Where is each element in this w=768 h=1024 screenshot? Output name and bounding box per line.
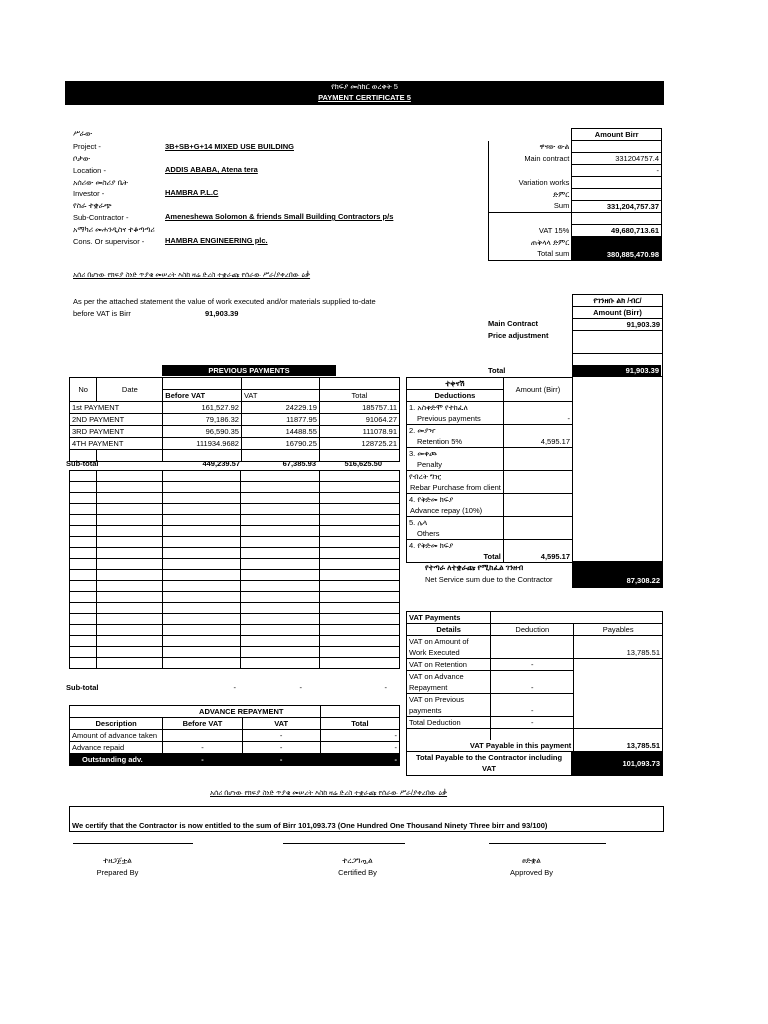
total-payable-label <box>406 751 572 776</box>
blank-cell <box>241 647 319 658</box>
vat-detail: Total Deduction <box>407 717 491 729</box>
investor-label: Investor - <box>73 189 105 198</box>
col-vat: VAT <box>241 390 319 402</box>
deduction-value: - <box>503 413 572 425</box>
payment-name: 3RD PAYMENT <box>70 426 163 438</box>
signature-line-approved <box>489 843 606 844</box>
deduction-en: Others <box>407 528 504 540</box>
certified-am: ተረጋግጧል <box>342 856 373 865</box>
header-title-am: የክፍያ መስክር ወረቀት 5 <box>331 82 398 91</box>
prepared-am: ተዘጋጀቷል <box>103 856 132 865</box>
deduction-am: የብረት ግዢ <box>407 471 504 483</box>
blank-cell <box>319 647 399 658</box>
vat-deduction: - <box>491 717 574 729</box>
blank-row <box>70 559 400 570</box>
payment-before: 96,590.35 <box>163 426 242 438</box>
total-payable-value: 101,093.73 <box>622 759 660 768</box>
consultant-am: አማካሪ መሐንዲስና ተቆጣጣሪ <box>73 225 155 234</box>
blank-cell <box>241 581 319 592</box>
blank-cell <box>97 548 163 559</box>
deduction-am: 1. አስቀድሞ የተከፈለ <box>407 402 504 414</box>
advance-desc: Outstanding adv. <box>70 754 163 766</box>
blank-cell <box>70 504 97 515</box>
advance-before: - <box>163 742 242 754</box>
vat-detail: VAT on Amount of <box>407 636 491 648</box>
statement-en: As per the attached statement the value of work executed and/or materials supplied to-date <box>73 297 376 306</box>
blank-cell <box>97 592 163 603</box>
blank-cell <box>162 647 240 658</box>
vat-detail: Repayment <box>407 682 491 694</box>
blank-row <box>70 493 400 504</box>
amount-total-label: Total <box>488 366 506 375</box>
col-before-vat: Before VAT <box>163 390 242 402</box>
advance-before <box>163 730 242 742</box>
blank-row <box>70 581 400 592</box>
blank-cell <box>70 658 97 669</box>
blank-cell <box>241 471 319 482</box>
blank-cell <box>241 570 319 581</box>
blank-cell <box>241 625 319 636</box>
deductions-right-panel <box>572 377 663 562</box>
header-title-en: PAYMENT CERTIFICATE 5 <box>318 93 411 102</box>
advance-desc: Amount of advance taken <box>70 730 163 742</box>
blank-row <box>70 647 400 658</box>
vat-title: VAT Payments <box>407 612 491 624</box>
vat-detail: VAT on Previous <box>407 694 491 706</box>
blank-cell <box>97 471 163 482</box>
blank-cell <box>241 658 319 669</box>
payment-total: 91064.27 <box>319 414 399 426</box>
advance-total: - <box>320 754 399 766</box>
blank-cell <box>319 537 399 548</box>
blank-cell <box>162 493 240 504</box>
blank-cell <box>70 537 97 548</box>
blank-cell <box>162 526 240 537</box>
blank-cell <box>162 548 240 559</box>
blank-cell <box>319 570 399 581</box>
approved-am: ፀድቋል <box>522 856 541 865</box>
advance-vat: - <box>242 754 320 766</box>
deductions-table <box>406 377 573 563</box>
blank-cell <box>97 614 163 625</box>
payment-before: 161,527.92 <box>163 402 242 414</box>
vat-col-payables: Payables <box>574 624 663 636</box>
advance-desc: Advance repaid <box>70 742 163 754</box>
contract-summary-table <box>488 128 662 261</box>
blank-cell <box>319 614 399 625</box>
blank-row <box>70 636 400 647</box>
consultant-label: Cons. Or supervisor - <box>73 237 145 246</box>
vat-detail: payments <box>407 705 491 717</box>
advance-col-before: Before VAT <box>163 718 242 730</box>
blank-cell <box>70 592 97 603</box>
table-row <box>70 742 400 754</box>
blank-cell <box>241 515 319 526</box>
blank-cell <box>319 592 399 603</box>
summary-value-4: 49,680,713.61 <box>572 225 662 237</box>
advance-title: ADVANCE REPAYMENT <box>163 706 320 718</box>
blank-cell <box>319 581 399 592</box>
deduction-en: Rebar Purchase from client <box>407 482 504 494</box>
blank-cell <box>70 515 97 526</box>
signature-line-certified <box>283 843 405 844</box>
blank-cell <box>319 636 399 647</box>
deduction-am: 4. የቅድመ ክፍያ <box>407 540 504 552</box>
deduction-en: Penalty <box>407 459 504 471</box>
vat-deduction <box>491 647 574 659</box>
subtotal2-total: - <box>384 683 387 692</box>
blank-cell <box>97 570 163 581</box>
blank-cell <box>241 526 319 537</box>
blank-cell <box>319 482 399 493</box>
subtotal-total: 516,625.50 <box>344 459 382 468</box>
blank-cell <box>319 625 399 636</box>
blank-row <box>70 548 400 559</box>
advance-vat: - <box>242 742 320 754</box>
blank-cell <box>97 482 163 493</box>
blank-cell <box>241 614 319 625</box>
deductions-title-en: Deductions <box>407 390 504 402</box>
signature-line-prepared <box>73 843 193 844</box>
net-value-box <box>572 562 663 588</box>
blank-cell <box>97 526 163 537</box>
blank-cell <box>162 614 240 625</box>
subtotal2-label: Sub-total <box>66 683 99 692</box>
investor-am: አሰሪው መስሪያ ቤት <box>73 178 128 187</box>
vat-payments-table <box>406 611 663 752</box>
blank-cell <box>70 647 97 658</box>
subtotal-before: 449,239.57 <box>202 459 240 468</box>
net-value: 87,308.22 <box>626 576 660 585</box>
table-row <box>70 402 400 414</box>
summary-label-0: Main contract <box>489 153 572 165</box>
blank-cell <box>162 625 240 636</box>
blank-cell <box>70 482 97 493</box>
blank-cell <box>97 625 163 636</box>
deduction-am: 4. የቅድመ ክፍያ <box>407 494 504 506</box>
amount-main-contract: 91,903.39 <box>573 319 663 331</box>
blank-cell <box>162 636 240 647</box>
blank-cell <box>162 592 240 603</box>
blank-cell <box>97 504 163 515</box>
blank-cell <box>97 515 163 526</box>
blank-cell <box>70 625 97 636</box>
blank-cell <box>241 559 319 570</box>
approved-label: Approved By <box>510 868 553 877</box>
blank-cell <box>162 559 240 570</box>
payment-total: 185757.11 <box>319 402 399 414</box>
blank-cell <box>319 658 399 669</box>
statement-value: 91,903.39 <box>205 309 239 318</box>
table-row <box>70 426 400 438</box>
blank-cell <box>162 537 240 548</box>
vat-payable-label: VAT Payable in this payment <box>407 740 574 752</box>
deduction-en: Previous payments <box>407 413 504 425</box>
total-payable-label-2: VAT <box>482 764 496 773</box>
blank-cell <box>70 581 97 592</box>
blank-cell <box>97 636 163 647</box>
payment-before: 111934.9682 <box>163 438 242 450</box>
investor-value: HAMBRA P.L.C <box>165 188 219 197</box>
blank-cell <box>162 482 240 493</box>
blank-cell <box>241 603 319 614</box>
net-en: Net Service sum due to the Contractor <box>425 575 553 584</box>
blank-cell <box>70 493 97 504</box>
deduction-am: 5. ሌላ <box>407 517 504 529</box>
certified-label: Certified By <box>338 868 377 877</box>
advance-before: - <box>163 754 242 766</box>
blank-cell <box>70 548 97 559</box>
summary-am-5: ጠቅላላ ድምር <box>489 237 572 249</box>
blank-cell <box>97 559 163 570</box>
table-row <box>70 730 400 742</box>
payment-name: 4TH PAYMENT <box>70 438 163 450</box>
summary-am-0: ዋናው ውል <box>489 141 572 153</box>
blank-cell <box>241 548 319 559</box>
table-row <box>70 754 400 766</box>
payment-vat: 14488.55 <box>241 426 319 438</box>
blank-row <box>70 658 400 669</box>
deductions-total-value: 4,595.17 <box>503 551 572 563</box>
advance-total: - <box>320 742 399 754</box>
amount-header-am: የገንዘቡ ልክ /ብር/ <box>573 295 663 307</box>
blank-cell <box>241 636 319 647</box>
blank-cell <box>162 504 240 515</box>
previous-payments-blank-grid <box>69 470 400 669</box>
blank-cell <box>97 647 163 658</box>
blank-row <box>70 471 400 482</box>
summary-value-5: 380,885,470.98 <box>572 249 662 261</box>
advance-repayment-table <box>69 705 400 766</box>
subtotal-label: Sub-total <box>66 459 99 468</box>
certification-box <box>69 806 664 832</box>
payment-vat: 24229.19 <box>241 402 319 414</box>
payment-vat: 11877.95 <box>241 414 319 426</box>
blank-cell <box>97 537 163 548</box>
blank-cell <box>319 504 399 515</box>
location-label: Location - <box>73 166 106 175</box>
vat-detail: VAT on Retention <box>407 659 491 671</box>
vat-payable-value: 13,785.51 <box>574 740 663 752</box>
blank-cell <box>70 614 97 625</box>
project-am: ሥራው <box>73 129 93 138</box>
subcontractor-am: የስራ ተቋራጭ <box>73 201 112 210</box>
location-am: ቦታው <box>73 154 91 163</box>
previous-payments-table <box>69 377 400 462</box>
blank-cell <box>241 504 319 515</box>
deduction-am: 3. መቀጮ <box>407 448 504 460</box>
statement-en2: before VAT is Birr <box>73 309 131 318</box>
blank-row <box>70 504 400 515</box>
blank-cell <box>319 493 399 504</box>
vat-col-details: Details <box>407 624 491 636</box>
table-row <box>70 414 400 426</box>
payment-name: 2ND PAYMENT <box>70 414 163 426</box>
blank-cell <box>319 515 399 526</box>
deduction-am: 2. መያዣ <box>407 425 504 437</box>
deductions-col-amount: Amount (Birr) <box>503 378 572 402</box>
blank-cell <box>162 570 240 581</box>
deduction-value: 4,595.17 <box>503 436 572 448</box>
blank-row <box>70 625 400 636</box>
payment-before: 79,186.32 <box>163 414 242 426</box>
payment-name: 1st PAYMENT <box>70 402 163 414</box>
blank-cell <box>319 471 399 482</box>
blank-cell <box>162 603 240 614</box>
net-am: የተጣራ ለተቋራጩ የሚከፈል ገንዘብ <box>425 563 524 572</box>
summary-label-5: Total sum <box>489 249 572 261</box>
deductions-total-label: Total <box>407 551 504 563</box>
advance-vat: - <box>242 730 320 742</box>
prepared-label: Prepared By <box>96 868 139 877</box>
advance-col-vat: VAT <box>242 718 320 730</box>
statement2-am: አሰሪ በሆነው የክፍያ ስነድ ጥያቄ መሠረት እስከ ዛሬ ድረስ ተቋራጩ የሰራው ሥራ/ያቀረበው ዕቃ <box>210 790 448 797</box>
blank-cell <box>97 493 163 504</box>
blank-cell <box>319 603 399 614</box>
blank-cell <box>162 658 240 669</box>
payment-total: 128725.21 <box>319 438 399 450</box>
price-adjustment-label: Price adjustment <box>488 331 549 340</box>
summary-label-4: VAT 15% <box>489 225 572 237</box>
certification-text: We certify that the Contractor is now entitled to the sum of Birr 101,093.73 (One Hundred One Thousand Ninety Three birr and 93/100) <box>72 821 548 830</box>
advance-col-total: Total <box>320 718 399 730</box>
deduction-en: Retention 5% <box>407 436 504 448</box>
total-payable-label-1: Total Payable to the Contractor including <box>415 753 563 762</box>
blank-cell <box>97 603 163 614</box>
blank-cell <box>241 493 319 504</box>
total-payable-box <box>572 751 663 776</box>
summary-value-3: 331,204,757.37 <box>572 201 662 213</box>
project-value: 3B+SB+G+14 MIXED USE BUILDING <box>165 142 294 151</box>
amount-header-en: Amount (Birr) <box>573 307 663 319</box>
blank-row <box>70 614 400 625</box>
blank-cell <box>319 548 399 559</box>
blank-cell <box>241 592 319 603</box>
vat-payable: 13,785.51 <box>574 647 663 659</box>
blank-cell <box>162 581 240 592</box>
col-date: Date <box>97 378 163 402</box>
vat-detail: Work Executed <box>407 647 491 659</box>
subcontractor-label: Sub-Contractor - <box>73 213 129 222</box>
subtotal2-vat: - <box>299 683 302 692</box>
blank-row <box>70 603 400 614</box>
blank-cell <box>70 603 97 614</box>
blank-cell <box>70 471 97 482</box>
blank-row <box>70 526 400 537</box>
blank-row <box>70 537 400 548</box>
vat-detail: VAT on Advance <box>407 671 491 683</box>
subtotal-vat: 67,385.93 <box>282 459 316 468</box>
vat-deduction: - <box>491 659 574 671</box>
amount-total-value: 91,903.39 <box>572 365 661 376</box>
summary-header: Amount Birr <box>572 129 662 141</box>
blank-row <box>70 592 400 603</box>
advance-total: - <box>320 730 399 742</box>
blank-cell <box>241 482 319 493</box>
blank-cell <box>97 658 163 669</box>
blank-cell <box>241 537 319 548</box>
summary-label-2: Variation works <box>489 177 572 189</box>
consultant-value: HAMBRA ENGINEERING plc. <box>165 236 268 245</box>
blank-cell <box>319 559 399 570</box>
vat-deduction: - <box>491 682 574 694</box>
location-value: ADDIS ABABA, Atena tera <box>165 165 258 174</box>
main-contract-label: Main Contract <box>488 319 539 328</box>
deduction-en: Advance repay (10%) <box>407 505 504 517</box>
blank-cell <box>319 526 399 537</box>
blank-row <box>70 482 400 493</box>
project-label: Project - <box>73 142 101 151</box>
payment-total: 111078.91 <box>319 426 399 438</box>
vat-col-deduction: Deduction <box>491 624 574 636</box>
payment-vat: 16790.25 <box>241 438 319 450</box>
summary-value-0: 331204757.4 <box>572 153 662 165</box>
certificate-header <box>65 81 664 105</box>
statement-am: አሰሪ በሆነው የክፍያ ስነድ ጥያቄ መሠረት እስከ ዛሬ ድረስ ተቋራጩ የሰራው ሥራ/ያቀረበው ዕቃ <box>73 272 311 279</box>
subcontractor-value: Ameneshewa Solomon & friends Small Building Contractors p/s <box>165 212 394 221</box>
vat-deduction: - <box>491 705 574 717</box>
advance-col-desc: Description <box>70 718 163 730</box>
blank-cell <box>97 581 163 592</box>
blank-cell <box>70 559 97 570</box>
col-no: No <box>70 378 97 402</box>
blank-cell <box>162 471 240 482</box>
summary-am-3: ድምር <box>489 189 572 201</box>
col-total: Total <box>319 390 399 402</box>
blank-row <box>70 515 400 526</box>
blank-row <box>70 570 400 581</box>
summary-label-3: Sum <box>489 201 572 213</box>
table-row <box>70 438 400 450</box>
blank-cell <box>70 526 97 537</box>
summary-value-1: - <box>572 165 662 177</box>
subtotal2-before: - <box>233 683 236 692</box>
deductions-title-am: ተቀናሽ <box>407 378 504 390</box>
blank-cell <box>70 570 97 581</box>
previous-payments-title: PREVIOUS PAYMENTS <box>162 365 336 376</box>
blank-cell <box>70 636 97 647</box>
blank-cell <box>162 515 240 526</box>
